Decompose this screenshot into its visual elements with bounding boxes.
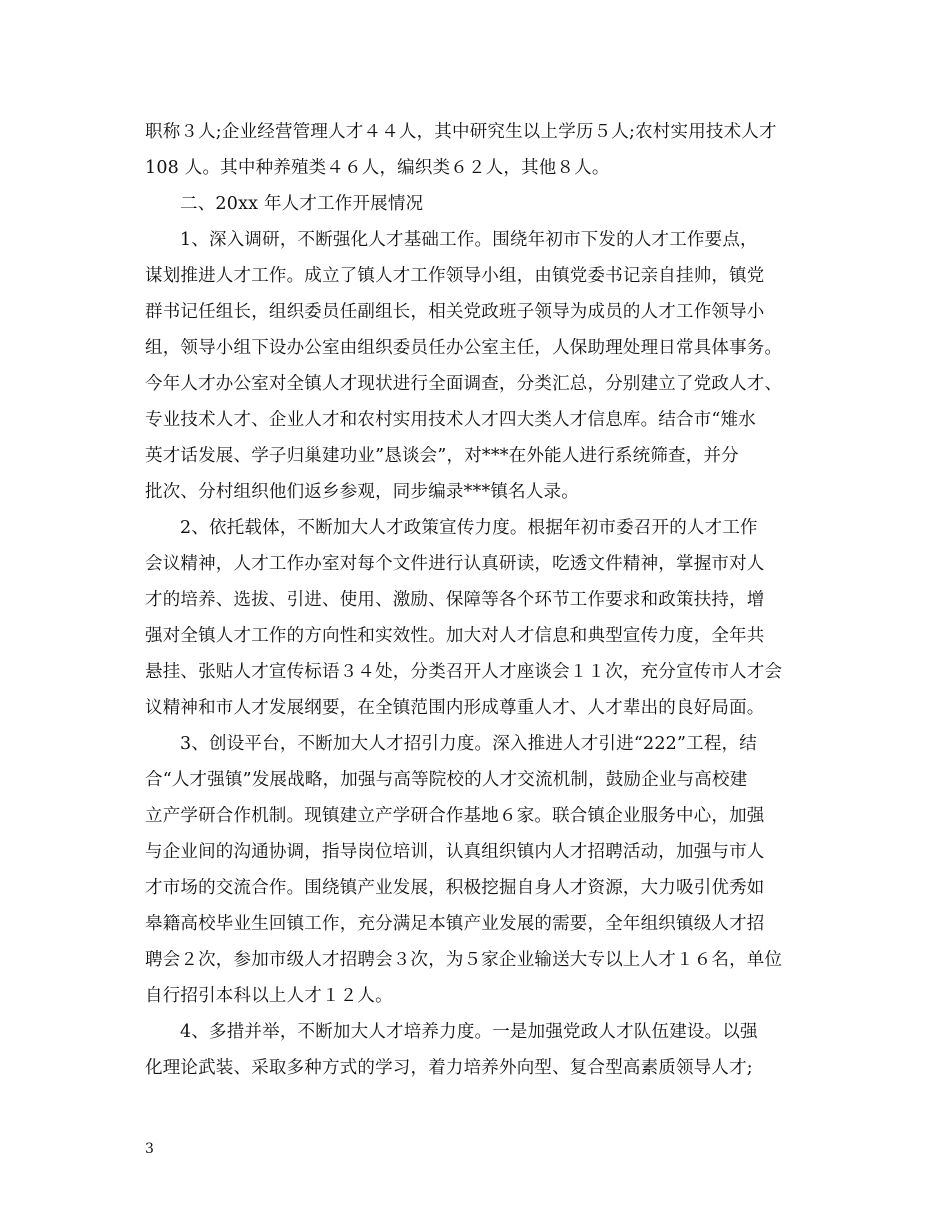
text-line: 皋籍高校毕业生回镇工作，充分满足本镇产业发展的需要，全年组织镇级人才招 (145, 914, 765, 934)
text-line: 悬挂、张贴人才宣传标语３４处，分类召开人才座谈会１１次，充分宣传市人才会 (145, 662, 783, 682)
text-line: 自行招引本科以上人才１２人。 (145, 986, 393, 1006)
text-line: 职称３人;企业经营管理人才４４人，其中研究生以上学历５人;农村实用技术人才 (145, 122, 777, 142)
text-line: 谋划推进人才工作。成立了镇人才工作领导小组，由镇党委书记亲自挂帅，镇党 (145, 266, 765, 286)
page-number: 3 (145, 1141, 154, 1157)
text-line: 与企业间的沟通协调，指导岗位培训，认真组织镇内人才招聘活动，加强与市人 (145, 842, 765, 862)
text-line: 化理论武装、采取多种方式的学习，着力培养外向型、复合型高素质领导人才; (145, 1058, 753, 1078)
text-line: 议精神和市人才发展纲要，在全镇范围内形成尊重人才、人才辈出的良好局面。 (145, 698, 765, 718)
paragraph-start: 2、依托载体，不断加大人才政策宣传力度。根据年初市委召开的人才工作 (180, 518, 758, 538)
text-line: 群书记任组长，组织委员任副组长，相关党政班子领导为成员的人才工作领导小 (145, 302, 765, 322)
text-line: 今年人才办公室对全镇人才现状进行全面调查，分类汇总，分别建立了党政人才、 (145, 374, 783, 394)
text-line: 英才话发展、学子归巢建功业”恳谈会”，对***在外能人进行系统筛查，并分 (145, 446, 739, 466)
text-line: 立产学研合作机制。现镇建立产学研合作基地６家。联合镇企业服务中心，加强 (145, 806, 765, 826)
text-line: 专业技术人才、企业人才和农村实用技术人才四大类人才信息库。结合市“雉水 (145, 410, 756, 430)
text-line: 批次、分村组织他们返乡参观，同步编录***镇名人录。 (145, 482, 579, 502)
section-heading: 二、20xx 年人才工作开展情况 (180, 194, 424, 214)
paragraph-start: 4、多措并举，不断加大人才培养力度。一是加强党政人才队伍建设。以强 (180, 1022, 758, 1042)
text-line: 会议精神，人才工作办室对每个文件进行认真研读，吃透文件精神，掌握市对人 (145, 554, 765, 574)
text-line: 才的培养、选拔、引进、使用、激励、保障等各个环节工作要求和政策扶持，增 (145, 590, 765, 610)
paragraph-start: 3、创设平台，不断加大人才招引力度。深入推进人才引进“222”工程，结 (180, 734, 757, 754)
text-line: 组，领导小组下设办公室由组织委员任办公室主任，人保助理处理日常具体事务。 (145, 338, 783, 358)
text-line: 聘会２次，参加市级人才招聘会３次，为５家企业输送大专以上人才１６名，单位 (145, 950, 783, 970)
text-line: 强对全镇人才工作的方向性和实效性。加大对人才信息和典型宣传力度，全年共 (145, 626, 765, 646)
text-line: 合“人才强镇”发展战略，加强与高等院校的人才交流机制，鼓励企业与高校建 (145, 770, 748, 790)
text-line: 才市场的交流合作。围绕镇产业发展，积极挖掘自身人才资源，大力吸引优秀如 (145, 878, 765, 898)
paragraph-start: 1、深入调研，不断强化人才基础工作。围绕年初市下发的人才工作要点， (180, 230, 758, 250)
text-line: 108 人。其中种养殖类４６人，编织类６２人，其他８人。 (145, 158, 610, 178)
